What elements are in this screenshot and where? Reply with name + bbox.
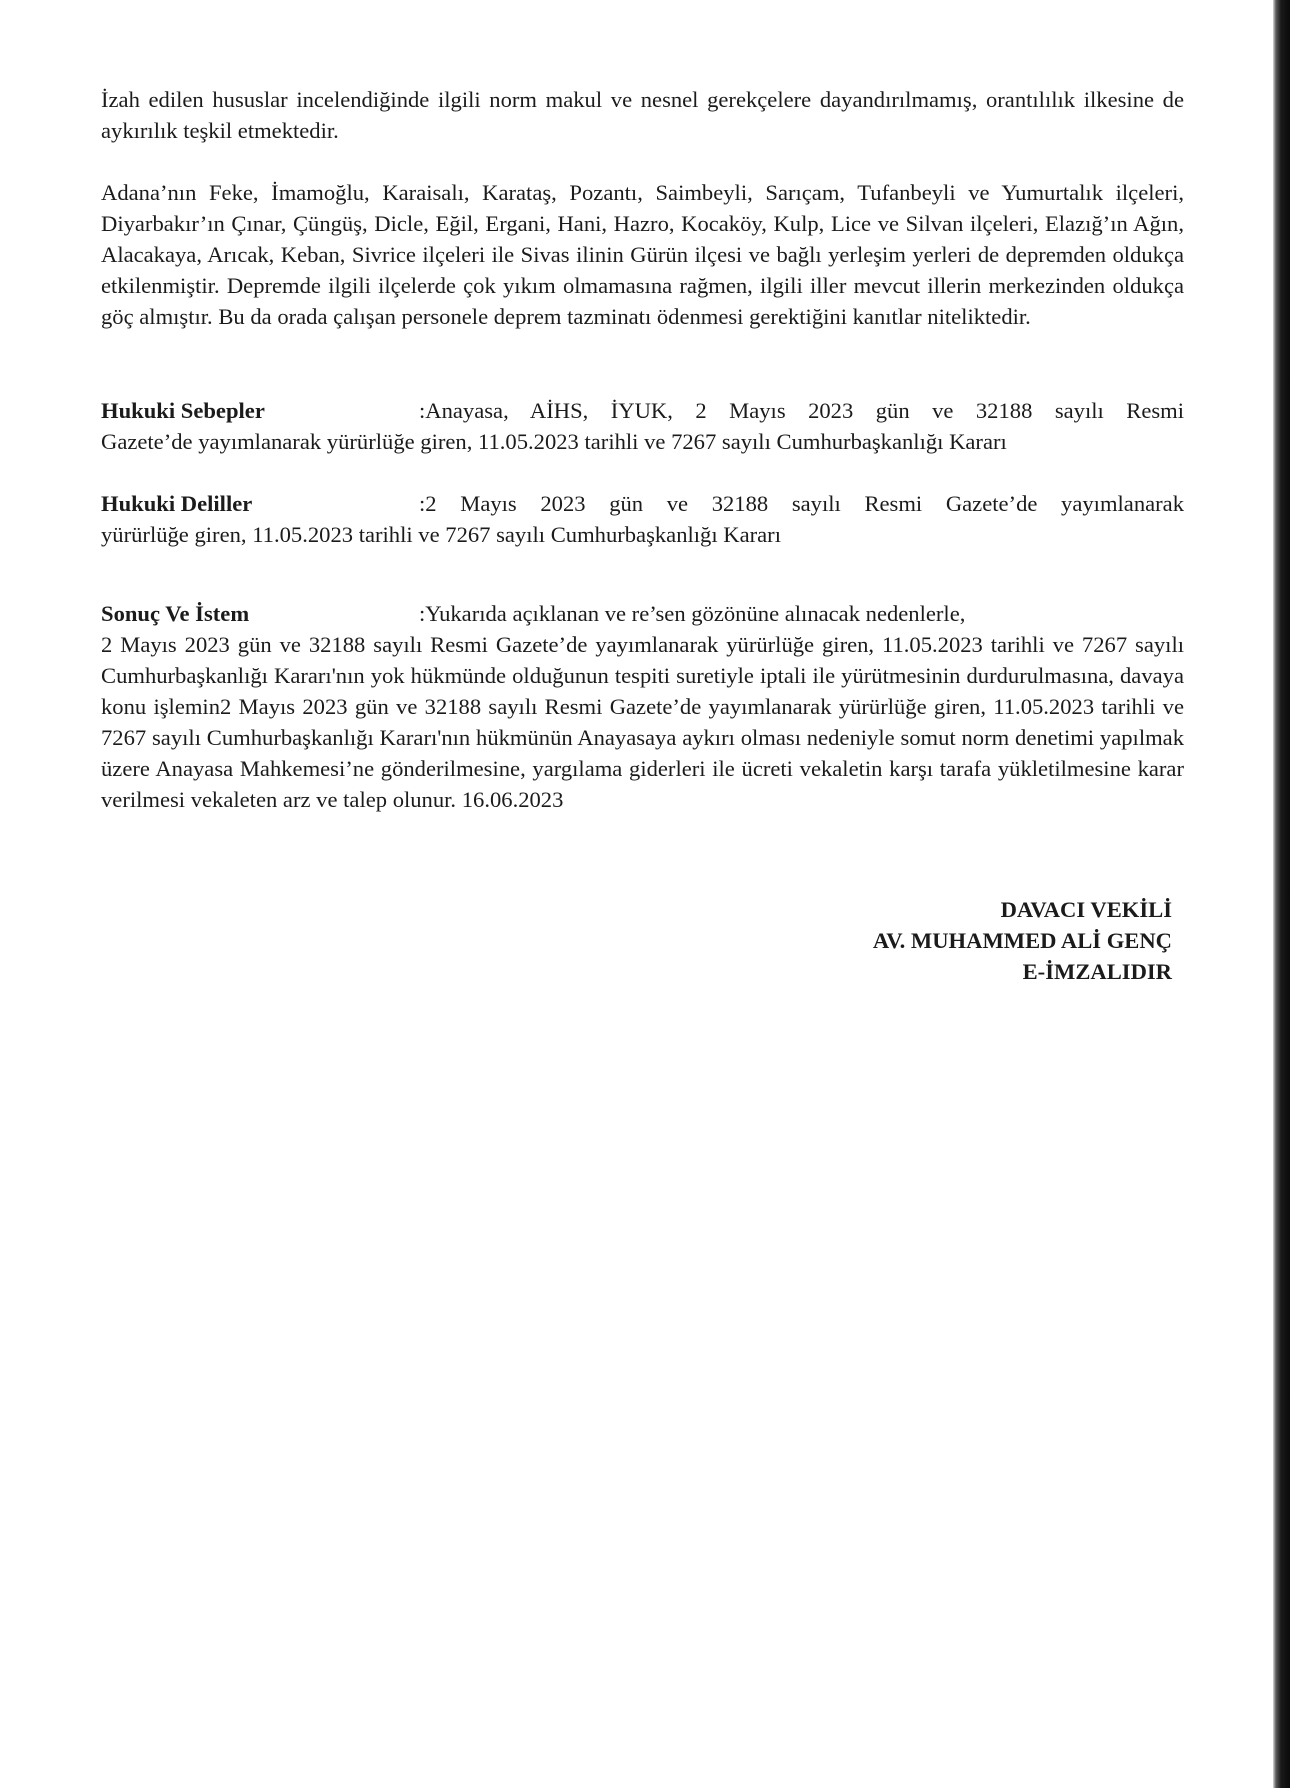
signature-status: E-İMZALIDIR [1022,959,1172,984]
conclusion-text: 2 Mayıs 2023 gün ve 32188 sayılı Resmi Gazete’de yayımlanarak yürürlüğe giren, 11.05.2023 tarihli ve 7267 sayılı Cumhurbaşkanlığı Kararı'nın yok hükmünde olduğunun tespiti suretiyle iptali ile yürütmesinin durdurulmasına, davaya konu işlemin2 Mayıs 2023 gün ve 32188 sayılı Resmi Gazete’de yayımlanarak yürürlüğe giren, 11.05.2023 tarihli ve 7267 sayılı Cumhurbaşkanlığı Kararı'nın hükmünün Anayasaya aykırı olması nedeniyle somut norm denetimi yapılmak üzere Anayasa Mahkemesi’ne gönderilmesine, yargılama giderleri ile ücreti vekaletin karşı tarafa yükletilmesine karar verilmesi vekaleten arz ve talep olunur. 16.06.2023 [101,632,1184,812]
signature-name: AV. MUHAMMED ALİ GENÇ [872,928,1172,953]
page-edge-shadow [1273,0,1290,1788]
section-legal-grounds [101,395,1184,457]
section-legal-evidence [101,488,1184,550]
legal-grounds-first-line: :Anayasa, AİHS, İYUK, 2 Mayıs 2023 gün ve 32188 sayılı Resmi [419,398,1184,423]
section-conclusion [101,598,1184,815]
legal-grounds-label: Hukuki Sebepler [101,398,265,423]
paragraph-assessment: İzah edilen hususlar incelendiğinde ilgili norm makul ve nesnel gerekçelere dayandırılmamış, orantılılık ilkesine de aykırılık teşkil etmektedir. [101,87,1184,143]
legal-grounds-text: Gazete’de yayımlanarak yürürlüğe giren, 11.05.2023 tarihli ve 7267 sayılı Cumhurbaşkanlığı Kararı [101,429,1007,454]
document-body [101,84,1184,815]
legal-evidence-text: yürürlüğe giren, 11.05.2023 tarihli ve 7267 sayılı Cumhurbaşkanlığı Kararı [101,522,781,547]
signature-title: DAVACI VEKİLİ [1000,897,1172,922]
legal-evidence-label: Hukuki Deliller [101,491,253,516]
conclusion-label: Sonuç Ve İstem [101,601,250,626]
signature-block [873,894,1172,987]
paragraph-affected-districts: Adana’nın Feke, İmamoğlu, Karaisalı, Karataş, Pozantı, Saimbeyli, Sarıçam, Tufanbeyli ve Yumurtalık ilçeleri, Diyarbakır’ın Çınar, Çüngüş, Dicle, Eğil, Ergani, Hani, Hazro, Kocaköy, Kulp, Lice ve Silvan ilçeleri, Elazığ’ın Ağın, Alacakaya, Arıcak, Keban, Sivrice ilçeleri ile Sivas ilinin Gürün ilçesi ve bağlı yerleşim yerleri de depremden oldukça etkilenmiştir. Depremde ilgili ilçelerde çok yıkım olmamasına rağmen, ilgili iller mevcut illerin merkezinden oldukça göç almıştır. Bu da orada çalışan personele deprem tazminatı ödenmesi gerektiğini kanıtlar niteliktedir. [101,180,1184,329]
legal-evidence-first-line: :2 Mayıs 2023 gün ve 32188 sayılı Resmi Gazete’de yayımlanarak [419,491,1184,516]
conclusion-first-line: :Yukarıda açıklanan ve re’sen gözönüne alınacak nedenlerle, [419,601,966,626]
